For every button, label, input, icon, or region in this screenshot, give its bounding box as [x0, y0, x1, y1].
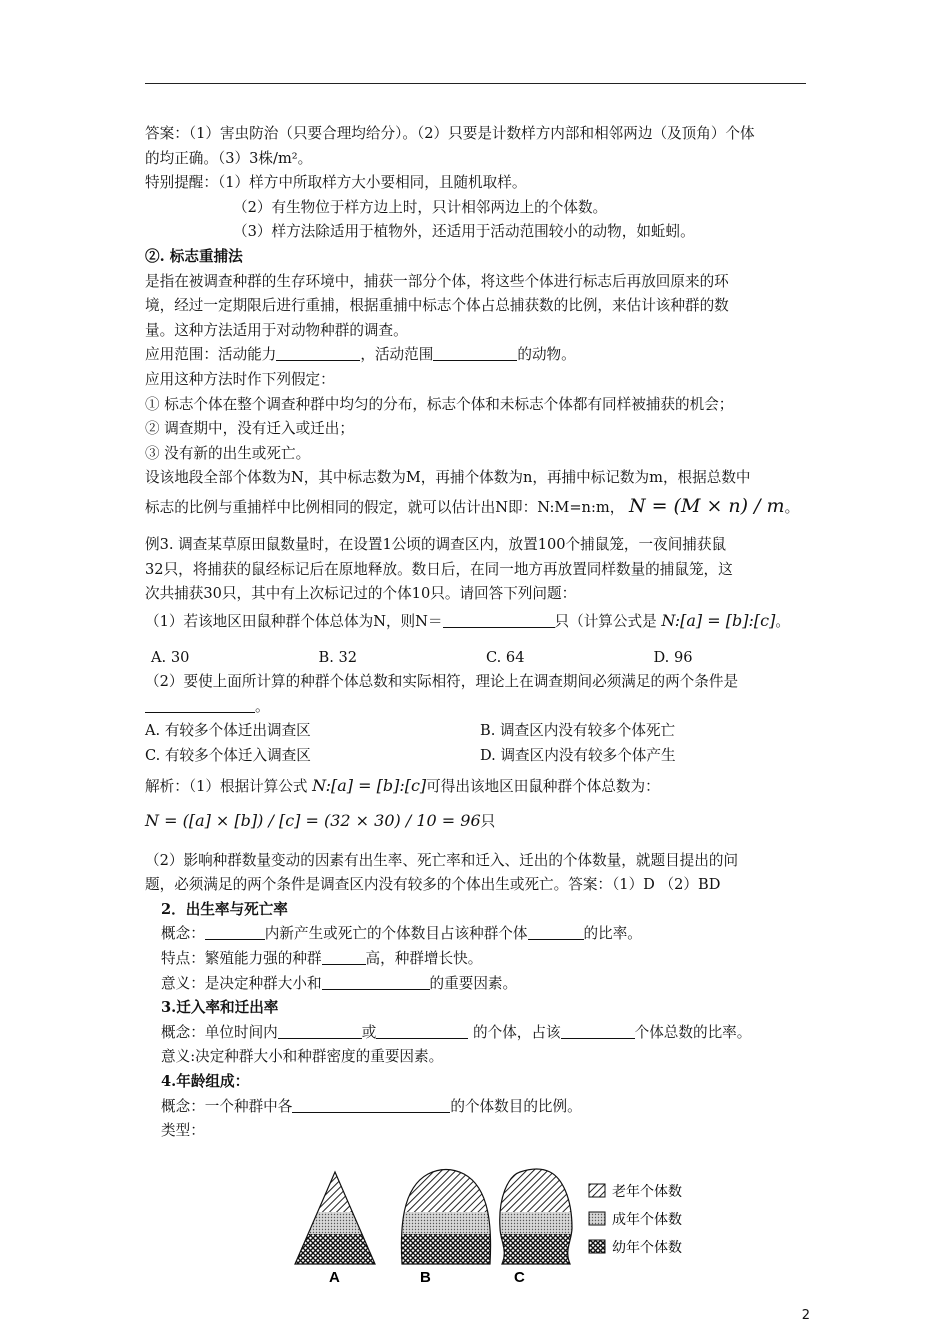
figure-label-b: B [420, 1269, 431, 1286]
figure-label-c: C [514, 1269, 525, 1286]
text-line [145, 607, 815, 636]
text-line [145, 695, 815, 720]
pyramid-c [493, 1168, 583, 1266]
text-line: （3）样方法除适用于植物外，还适用于活动范围较小的动物，如蚯蚓。 [233, 223, 695, 241]
choice-option: D. 调查区内没有较多个体产生 [480, 747, 676, 765]
text-line [145, 769, 815, 804]
text-span: （1）若该地区田鼠种群个体总体为N，则N＝ [145, 612, 443, 630]
text-line: 量。这种方法适用于对动物种群的调查。 [145, 321, 408, 339]
text-span: 只（计算公式是 [554, 612, 657, 630]
text-span: 概念：一个种群中各 [161, 1097, 293, 1115]
text-span: 。 [775, 612, 790, 630]
text-line: ① 标志个体在整个调查种群中均匀的分布，标志个体和未标志个体都有同样被捕获的机会； [145, 395, 734, 413]
text-line: 32只，将捕获的鼠经标记后在原地释放。数日后，在同一地方再放置同样数量的捕鼠笼，这 [145, 560, 733, 578]
text-line [145, 491, 815, 523]
text-line: （2）有生物位于样方边上时，只计相邻两边上的个体数。 [233, 198, 608, 216]
text-line [145, 343, 815, 368]
section-heading: 2．出生率与死亡率 [161, 900, 288, 918]
text-span: 或 [361, 1023, 377, 1041]
text-span: 内新产生或死亡的个体数目占该种群个体 [264, 925, 528, 943]
section-heading: 3.迁入率和迁出率 [161, 999, 279, 1017]
text-span: 的动物。 [517, 346, 576, 364]
text-span: 的个体数目的比例。 [450, 1097, 582, 1115]
text-line: （2）要使上面所计算的种群个体总数和实际相符，理论上在调查期间必须满足的两个条件是 [145, 673, 739, 691]
formula: N = ([a] × [b]) / [c] = (32 × 30) / 10 = 96 [145, 810, 481, 830]
fill-blank [561, 1023, 635, 1039]
text-line: 次共捕获30只，其中有上次标记过的个体10只。请回答下列问题： [145, 585, 577, 603]
choice-option: B. 32 [318, 648, 358, 666]
formula: N = (M × n) / m [628, 494, 785, 517]
fill-blank [205, 924, 265, 940]
header-rule [145, 83, 806, 84]
text-span: 可得出该地区田鼠种群个体总数为： [426, 777, 660, 795]
text-line [145, 947, 815, 972]
legend-swatch-old [589, 1184, 605, 1197]
choice-option: C. 64 [486, 648, 525, 666]
formula: N:[a] = [b]:[c] [312, 775, 427, 795]
text-span: 只 [480, 812, 496, 830]
text-line: 例3. 调查某草原田鼠数量时，在设置1公顷的调查区内，放置100个捕鼠笼，一夜间捕获鼠 [145, 535, 727, 553]
text-span: 应用范围：活动能力 [145, 346, 277, 364]
text-span: 解析：（1）根据计算公式 [145, 777, 308, 795]
formula: N:[a] = [b]:[c] [661, 610, 776, 630]
text-span: 概念： [161, 925, 205, 943]
text-line: （2）影响种群数量变动的因素有出生率、死亡率和迁入、迁出的个体数量，就题目提出的问 [145, 851, 739, 869]
text-line [145, 1021, 815, 1046]
legend-label-adult: 成年个体数 [612, 1212, 682, 1228]
section-heading: ②. 标志重捕法 [145, 247, 243, 265]
text-span: 的比率。 [583, 925, 642, 943]
text-span: 的重要因素。 [429, 974, 518, 992]
text-span: 高，种群增长快。 [365, 950, 483, 968]
fill-blank [528, 924, 584, 940]
text-span: 特点：繁殖能力强的种群 [161, 950, 322, 968]
text-line: 特别提醒：（1）样方中所取样方大小要相同，且随机取样。 [145, 174, 527, 192]
fill-blank [145, 697, 255, 713]
choice-option: C. 有较多个体迁入调查区 [145, 747, 311, 765]
text-line: ② 调查期中，没有迁入或迁出； [145, 420, 354, 438]
text-span: 的个体，占该 [473, 1023, 561, 1041]
choice-option: A. 30 [151, 648, 190, 666]
text-line [145, 804, 815, 839]
choice-option: B. 调查区内没有较多个体死亡 [480, 722, 676, 740]
fill-blank [433, 345, 517, 361]
text-span: 概念：单位时间内 [161, 1023, 278, 1041]
figure-label-a: A [329, 1269, 340, 1286]
choice-row [145, 646, 815, 671]
text-span: 意义：是决定种群大小和 [161, 974, 322, 992]
pyramid-a [288, 1168, 388, 1266]
legend-label-young: 幼年个体数 [612, 1240, 682, 1256]
fill-blank [276, 345, 360, 361]
text-span: ，活动范围 [360, 346, 434, 364]
legend-swatch-young [589, 1240, 605, 1253]
choice-option: A. 有较多个体迁出调查区 [145, 722, 311, 740]
text-line: 应用这种方法时作下列假定： [145, 370, 335, 388]
text-line: 境，经过一定期限后进行重捕，根据重捕中标志个体占总捕获数的比例，来估计该种群的数 [145, 297, 729, 315]
page-number: 2 [801, 1308, 810, 1323]
text-line: 答案：（1）害虫防治（只要合理均给分）。（2）只要是计数样方内部和相邻两边（及顶角）个体 [145, 125, 755, 142]
text-line [145, 922, 815, 947]
text-line: 类型： [161, 1122, 205, 1140]
text-span: 。 [255, 697, 270, 715]
text-line: 是指在被调查种群的生存环境中，捕获一部分个体，将这些个体进行标志后再放回原来的环 [145, 272, 729, 290]
legend-swatch-adult [589, 1212, 605, 1225]
fill-blank [292, 1097, 450, 1113]
choice-row [145, 744, 815, 769]
text-line: ③ 没有新的出生或死亡。 [145, 444, 311, 462]
text-line: 设该地段全部个体数为N，其中标志数为M，再捕个体数为n，再捕中标记数为m，根据总数中 [145, 469, 751, 487]
text-line: 的均正确。（3）3株/m²。 [145, 149, 313, 167]
pyramid-b [388, 1168, 498, 1266]
fill-blank [443, 612, 555, 628]
fill-blank [322, 974, 430, 990]
document-body [145, 122, 815, 1144]
legend-label-old: 老年个体数 [612, 1184, 682, 1200]
fill-blank [322, 949, 366, 965]
choice-row [145, 719, 815, 744]
text-span: 标志的比例与重捕样中比例相同的假定，就可以估计出N即：N:M=n:m， [145, 498, 625, 516]
fill-blank [278, 1023, 362, 1039]
text-span: 。 [784, 498, 800, 516]
age-structure-figure [288, 1168, 708, 1288]
text-line [145, 1095, 815, 1120]
section-heading: 4.年龄组成： [161, 1073, 250, 1090]
text-line [145, 972, 815, 997]
text-line: 题，必须满足的两个条件是调查区内没有较多的个体出生或死亡。答案：（1）D （2）BD [145, 876, 721, 894]
choice-option: D. 96 [653, 648, 693, 666]
fill-blank [376, 1023, 468, 1039]
text-span: 个体总数的比率。 [634, 1023, 752, 1041]
text-line: 意义:决定种群大小和种群密度的重要因素。 [161, 1048, 444, 1066]
